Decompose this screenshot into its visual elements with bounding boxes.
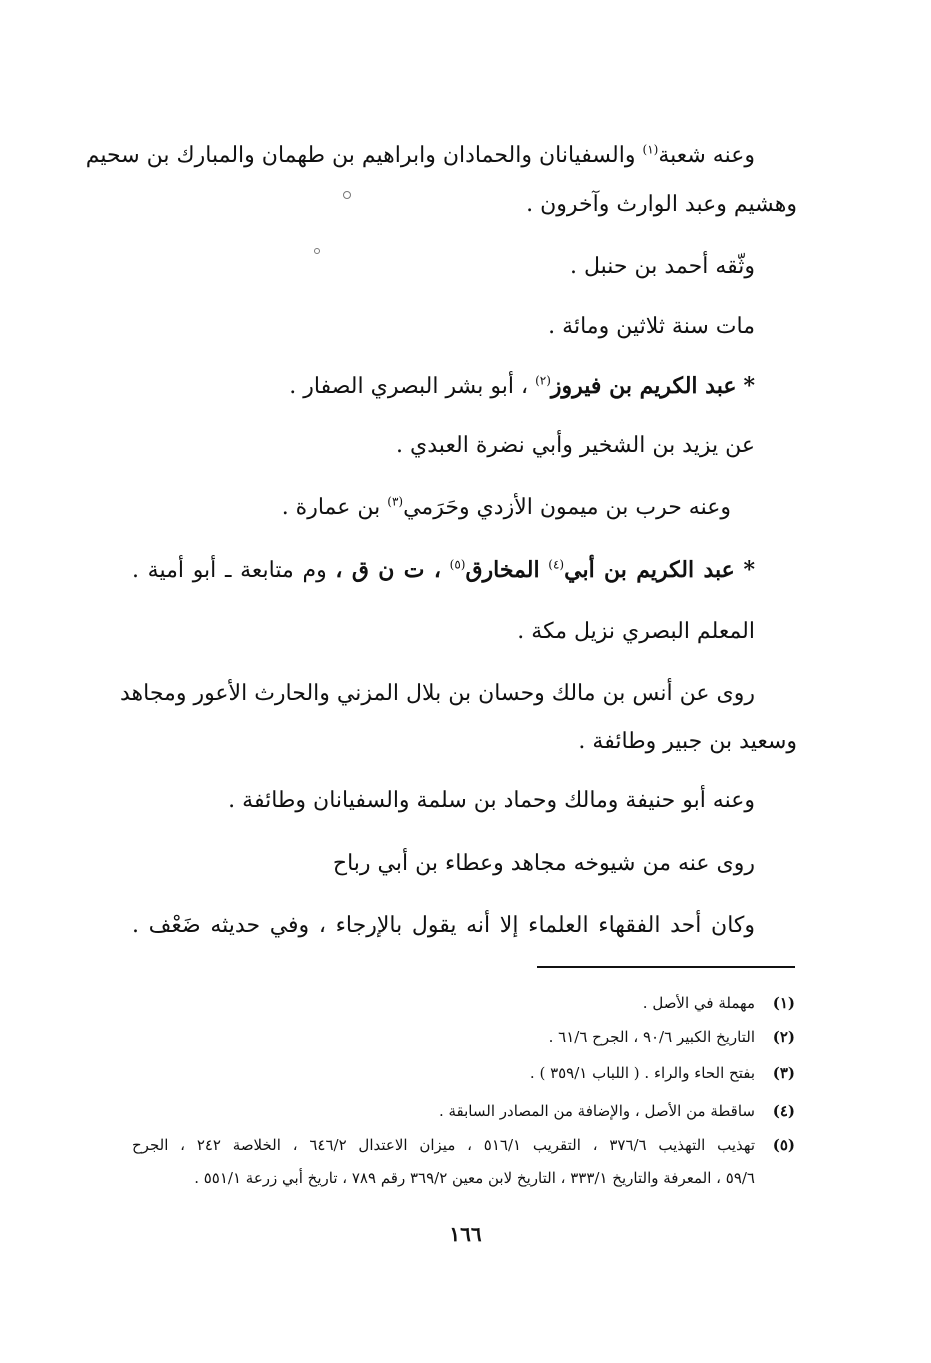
footnote-text: تهذيب التهذيب ٣٧٦/٦ ، التقريب ٥١٦/١ ، ميزان الاعتدال ٦٤٦/٢ ، الخلاصة ٢٤٢ ، الجرح <box>132 1136 756 1154</box>
entry-marker: * <box>743 373 755 399</box>
footnote-number: (٣) <box>772 1064 795 1082</box>
scan-speck <box>314 248 320 254</box>
body-line-12 <box>228 786 755 816</box>
body-line-7 <box>282 493 731 523</box>
footnote-ref-3[interactable]: (٣) <box>387 494 404 509</box>
narrator-name: المخارق <box>465 557 540 583</box>
body-text: المعلم البصري نزيل مكة . <box>517 619 755 644</box>
body-text: وعنه حرب بن ميمون الأزدي وحَرَمي <box>403 495 731 520</box>
body-text: وعنه شعبة <box>658 143 755 168</box>
footnote-divider <box>537 966 795 968</box>
body-text: بن عمارة . <box>281 495 381 520</box>
body-text: وعنه أبو حنيفة ومالك وحماد بن سلمة والسفيانان وطائفة . <box>228 788 755 813</box>
footnote-number: (١) <box>772 994 795 1012</box>
body-line-13 <box>333 849 755 879</box>
body-text: وم متابعة ـ أبو أمية . <box>132 558 327 583</box>
body-line-4 <box>548 312 755 342</box>
footnote-ref-1[interactable]: (١) <box>642 142 659 157</box>
body-line-11 <box>578 727 797 757</box>
footnote-number: (٥) <box>772 1136 796 1154</box>
body-text: روى عنه من شيوخه مجاهد وعطاء بن أبي رباح <box>332 851 755 876</box>
body-text: وسعيد بن جبير وطائفة . <box>578 729 797 754</box>
footnote-number: (٢) <box>772 1028 795 1046</box>
body-text: وكان أحد الفقهاء العلماء إلا أنه يقول بالإرجاء ، وفي حديثه ضَعْف . <box>132 913 755 938</box>
footnote-number: (٤) <box>772 1102 795 1120</box>
footnote-2 <box>549 1026 795 1048</box>
body-line-3 <box>570 252 755 282</box>
body-text: مات سنة ثلاثين ومائة . <box>548 314 755 339</box>
body-line-1 <box>85 141 755 171</box>
entry-marker: * <box>743 557 755 583</box>
footnote-3 <box>530 1062 795 1084</box>
body-line-6 <box>396 431 755 461</box>
narrator-name: عبد الكريم بن فيروز <box>550 373 737 399</box>
entry-heading-2 <box>132 555 755 586</box>
body-text: والسفيانان والحمادان وابراهيم بن طهمان والمبارك بن سحيم <box>85 143 636 168</box>
body-line-9 <box>517 617 755 647</box>
entry-heading-1 <box>289 371 755 402</box>
footnote-ref-4[interactable]: (٤) <box>548 557 565 572</box>
page-number: ١٦٦ <box>449 1222 482 1246</box>
footnote-ref-2[interactable]: (٢) <box>535 373 551 388</box>
footnote-ref-5[interactable]: (٥) <box>449 557 466 572</box>
body-text: وهشيم وعبد الوارث وآخرون . <box>526 192 797 217</box>
footnote-text: ٥٩/٦ ، المعرفة والتاريخ ٣٣٣/١ ، التاريخ لابن معين ٣٦٩/٢ رقم ٧٨٩ ، تاريخ أبي زرعة ٥٥١/١ . <box>194 1169 755 1187</box>
footnote-1 <box>643 992 795 1014</box>
narrator-name: عبد الكريم بن أبي <box>564 557 735 583</box>
body-line-10 <box>119 679 755 709</box>
body-text: وثّقه أحمد بن حنبل . <box>569 254 755 279</box>
body-text: روى عن أنس بن مالك وحسان بن بلال المزني والحارث الأعور ومجاهد <box>119 681 755 706</box>
footnote-text: ساقطة من الأصل ، والإضافة من المصادر السابقة . <box>438 1102 755 1120</box>
body-text: عن يزيد بن الشخير وأبي نضرة العبدي . <box>396 433 755 458</box>
body-line-2 <box>526 190 797 220</box>
footnote-text: مهملة في الأصل . <box>642 994 755 1012</box>
footnote-5 <box>132 1134 795 1156</box>
scan-speck <box>343 191 351 199</box>
source-symbols: ، ت ن ق ، <box>335 557 441 583</box>
body-line-14 <box>132 911 755 941</box>
footnote-4 <box>439 1100 795 1122</box>
footnote-5-continuation <box>194 1167 755 1189</box>
body-text: ، أبو بشر البصري الصفار . <box>289 374 529 399</box>
footnote-text: بفتح الحاء والراء . ( اللباب ٣٥٩/١ ) . <box>529 1064 755 1082</box>
footnote-text: التاريخ الكبير ٩٠/٦ ، الجرح ٦١/٦ . <box>548 1028 755 1046</box>
